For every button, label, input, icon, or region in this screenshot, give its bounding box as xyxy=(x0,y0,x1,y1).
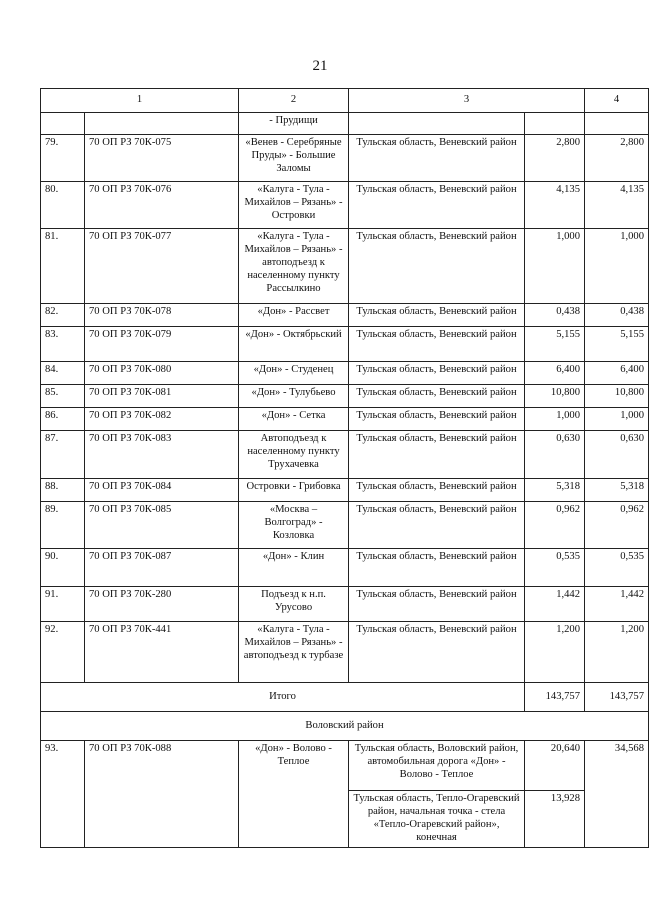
road-length-total: 2,800 xyxy=(585,135,649,182)
row-number: 93. xyxy=(41,741,85,848)
road-length-total: 1,000 xyxy=(585,229,649,304)
road-code: 70 ОП РЗ 70К-085 xyxy=(85,502,239,549)
road-code: 70 ОП РЗ 70К-084 xyxy=(85,479,239,502)
row-number: 88. xyxy=(41,479,85,502)
table-row xyxy=(41,479,649,502)
table-row xyxy=(41,587,649,622)
table-row xyxy=(41,182,649,229)
road-length: 0,438 xyxy=(525,304,585,327)
total-label: Итого xyxy=(41,683,525,712)
row-number: 84. xyxy=(41,362,85,385)
road-length-total: 0,962 xyxy=(585,502,649,549)
road-length: 2,800 xyxy=(525,135,585,182)
road-location: Тульская область, Веневский район xyxy=(349,622,525,683)
road-length-part-2: 13,928 xyxy=(525,791,585,848)
road-name: Островки - Грибовка xyxy=(239,479,349,502)
road-name: Автоподъезд к населенному пункту Трухачевка xyxy=(239,431,349,479)
total-row xyxy=(41,683,649,712)
road-location: Тульская область, Веневский район xyxy=(349,431,525,479)
road-length-total: 1,000 xyxy=(585,408,649,431)
road-code: 70 ОП РЗ 70К-080 xyxy=(85,362,239,385)
row-number: 92. xyxy=(41,622,85,683)
table-row xyxy=(41,741,649,791)
header-row xyxy=(41,89,649,113)
table-row xyxy=(41,502,649,549)
row-number: 81. xyxy=(41,229,85,304)
road-length-total: 4,135 xyxy=(585,182,649,229)
road-length-total: 5,155 xyxy=(585,327,649,362)
table-row xyxy=(41,135,649,182)
row-number: 82. xyxy=(41,304,85,327)
section-heading-row xyxy=(41,712,649,741)
road-code: 70 ОП РЗ 70К-076 xyxy=(85,182,239,229)
row-number: 91. xyxy=(41,587,85,622)
road-length-part-1: 20,640 xyxy=(525,741,585,791)
continued-value xyxy=(525,113,585,135)
header-col-3: 3 xyxy=(349,89,585,113)
table-row xyxy=(41,304,649,327)
road-code: 70 ОП РЗ 70К-083 xyxy=(85,431,239,479)
row-number: 83. xyxy=(41,327,85,362)
row-number: 87. xyxy=(41,431,85,479)
road-name: «Венев - Серебряные Пруды» - Большие Заломы xyxy=(239,135,349,182)
road-location: Тульская область, Веневский район xyxy=(349,587,525,622)
road-length: 4,135 xyxy=(525,182,585,229)
road-name: «Дон» - Октябрьский xyxy=(239,327,349,362)
roads-table-body xyxy=(41,89,649,848)
road-length-total: 0,535 xyxy=(585,549,649,587)
road-name: «Калуга - Тула - Михайлов – Рязань» - автоподъезд к населенному пункту Рассылкино xyxy=(239,229,349,304)
row-number: 90. xyxy=(41,549,85,587)
table-row xyxy=(41,408,649,431)
road-name: «Дон» - Сетка xyxy=(239,408,349,431)
row-number: 86. xyxy=(41,408,85,431)
road-code: 70 ОП РЗ 70К-087 xyxy=(85,549,239,587)
road-length: 1,000 xyxy=(525,408,585,431)
continued-location xyxy=(349,113,525,135)
road-length-total: 34,568 xyxy=(585,741,649,848)
road-name: «Дон» - Тулубьево xyxy=(239,385,349,408)
row-number: 85. xyxy=(41,385,85,408)
road-location: Тульская область, Веневский район xyxy=(349,479,525,502)
road-length-total: 1,200 xyxy=(585,622,649,683)
road-code: 70 ОП РЗ 70К-077 xyxy=(85,229,239,304)
road-code: 70 ОП РЗ 70К-079 xyxy=(85,327,239,362)
road-location: Тульская область, Веневский район xyxy=(349,549,525,587)
road-location: Тульская область, Веневский район xyxy=(349,385,525,408)
road-length-total: 6,400 xyxy=(585,362,649,385)
section-heading: Воловский район xyxy=(41,712,649,741)
total-value: 143,757 xyxy=(525,683,585,712)
road-location: Тульская область, Веневский район xyxy=(349,327,525,362)
road-length-total: 1,442 xyxy=(585,587,649,622)
table-row xyxy=(41,431,649,479)
road-name: Подъезд к н.п. Урусово xyxy=(239,587,349,622)
table-row xyxy=(41,622,649,683)
continued-code xyxy=(85,113,239,135)
table-row xyxy=(41,327,649,362)
page-number: 21 xyxy=(312,58,328,74)
road-code: 70 ОП РЗ 70К-075 xyxy=(85,135,239,182)
road-length-total: 10,800 xyxy=(585,385,649,408)
road-length: 5,318 xyxy=(525,479,585,502)
road-code: 70 ОП РЗ 70К-078 xyxy=(85,304,239,327)
road-location: Тульская область, Веневский район xyxy=(349,135,525,182)
row-number: 79. xyxy=(41,135,85,182)
total-sum: 143,757 xyxy=(585,683,649,712)
road-location: Тульская область, Веневский район xyxy=(349,229,525,304)
road-length: 0,630 xyxy=(525,431,585,479)
table-row xyxy=(41,229,649,304)
road-length: 6,400 xyxy=(525,362,585,385)
road-location-part-2: Тульская область, Тепло-Огаревский район, начальная точка - стела «Тепло-Огаревский район», конечная xyxy=(349,791,525,848)
road-name: «Дон» - Волово - Теплое xyxy=(239,741,349,848)
road-name: «Москва – Волгоград» - Козловка xyxy=(239,502,349,549)
table-row xyxy=(41,549,649,587)
roads-table xyxy=(40,88,649,848)
road-length: 0,962 xyxy=(525,502,585,549)
road-length: 0,535 xyxy=(525,549,585,587)
road-length: 1,000 xyxy=(525,229,585,304)
row-number: 80. xyxy=(41,182,85,229)
road-location-part-1: Тульская область, Воловский район, автомобильная дорога «Дон» - Волово - Теплое xyxy=(349,741,525,791)
road-length: 5,155 xyxy=(525,327,585,362)
header-col-4: 4 xyxy=(585,89,649,113)
road-code: 70 ОП РЗ 70К-081 xyxy=(85,385,239,408)
road-length-total: 0,630 xyxy=(585,431,649,479)
table-row xyxy=(41,385,649,408)
road-location: Тульская область, Веневский район xyxy=(349,304,525,327)
road-code: 70 ОП РЗ 70К-280 xyxy=(85,587,239,622)
road-name: «Калуга - Тула - Михайлов – Рязань» - автоподъезд к турбазе xyxy=(239,622,349,683)
header-col-1: 1 xyxy=(41,89,239,113)
continued-total xyxy=(585,113,649,135)
road-location: Тульская область, Веневский район xyxy=(349,182,525,229)
continued-name: - Прудищи xyxy=(239,113,349,135)
road-code: 70 ОП РЗ 70К-088 xyxy=(85,741,239,848)
header-col-2: 2 xyxy=(239,89,349,113)
road-name: «Дон» - Рассвет xyxy=(239,304,349,327)
road-location: Тульская область, Веневский район xyxy=(349,408,525,431)
road-location: Тульская область, Веневский район xyxy=(349,502,525,549)
road-length: 10,800 xyxy=(525,385,585,408)
row-number: 89. xyxy=(41,502,85,549)
road-length-total: 5,318 xyxy=(585,479,649,502)
table-row xyxy=(41,362,649,385)
road-length: 1,200 xyxy=(525,622,585,683)
road-name: «Дон» - Студенец xyxy=(239,362,349,385)
road-length-total: 0,438 xyxy=(585,304,649,327)
road-name: «Калуга - Тула - Михайлов – Рязань» - Островки xyxy=(239,182,349,229)
road-name: «Дон» - Клин xyxy=(239,549,349,587)
continued-num xyxy=(41,113,85,135)
road-code: 70 ОП РЗ 70К-441 xyxy=(85,622,239,683)
road-length: 1,442 xyxy=(525,587,585,622)
continued-row xyxy=(41,113,649,135)
road-location: Тульская область, Веневский район xyxy=(349,362,525,385)
road-code: 70 ОП РЗ 70К-082 xyxy=(85,408,239,431)
